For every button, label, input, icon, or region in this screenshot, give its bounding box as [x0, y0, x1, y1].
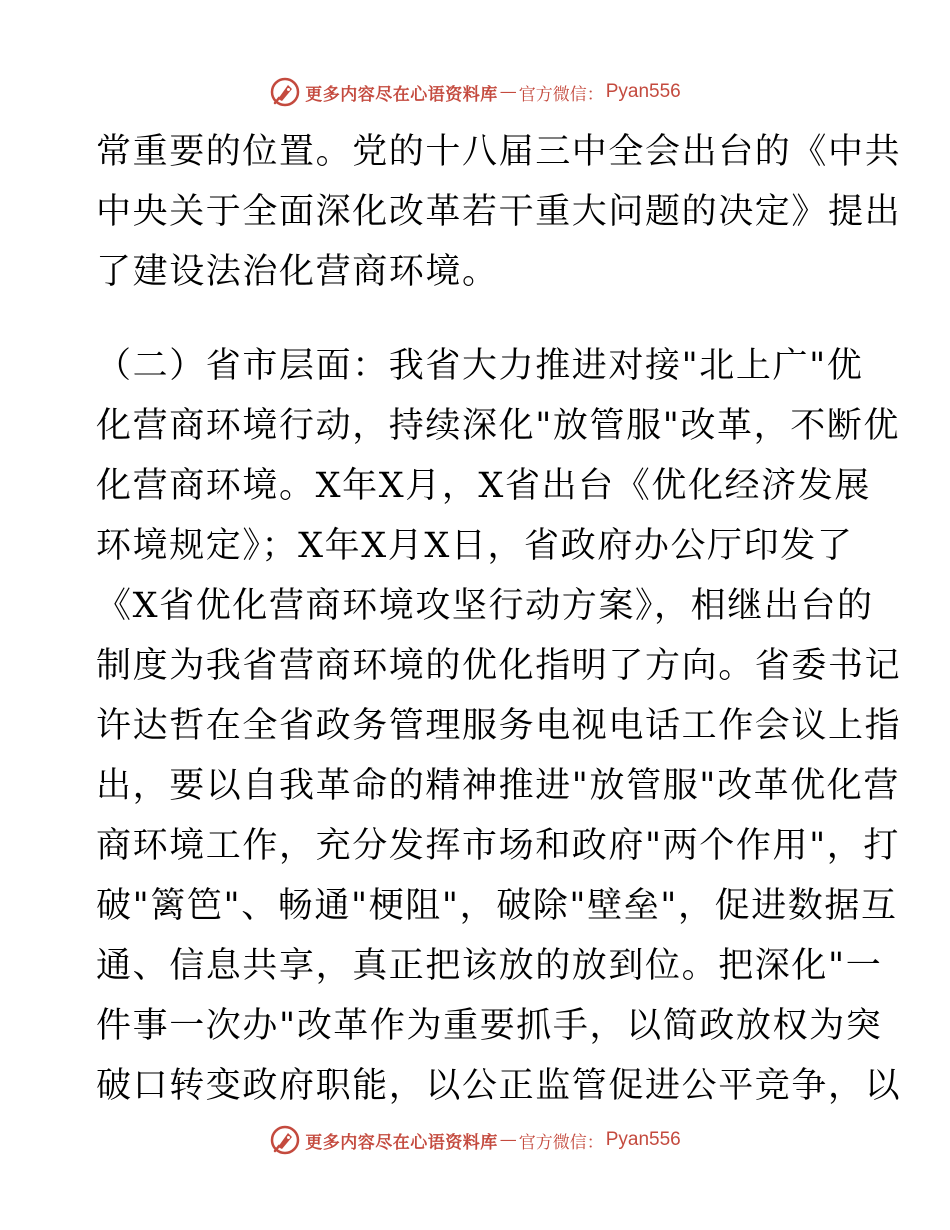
watermark-separator: —: [499, 82, 517, 102]
watermark-wechat-id: Pyan556: [605, 1129, 681, 1150]
text-line: 商环境工作，充分发挥市场和政府"两个作用"，打: [96, 826, 900, 866]
header-watermark-banner: [0, 72, 950, 112]
watermark-separator: —: [499, 1130, 517, 1150]
text-line: 《X省优化营商环境攻坚行动方案》，相继出台的: [96, 586, 874, 626]
footer-watermark-banner: [0, 1120, 950, 1160]
text-line: 件事一次办"改革作为重要抓手，以简政放权为突: [96, 1006, 883, 1046]
section-heading-line: （二）省市层面：我省大力推进对接"北上广"优: [96, 346, 864, 386]
text-line: 化营商环境。X年X月，X省出台《优化经济发展: [96, 466, 871, 506]
text-line: 制度为我省营商环境的优化指明了方向。省委书记: [96, 646, 902, 686]
text-line: 化营商环境行动，持续深化"放管服"改革，不断优: [96, 406, 900, 446]
watermark-sub-text: 官方微信：: [518, 84, 604, 105]
text-line: 中央关于全面深化改革若干重大问题的决定》提出: [96, 192, 902, 232]
text-line: 破"篱笆"、畅通"梗阻"，破除"壁垒"，促进数据互: [96, 886, 898, 926]
watermark-sub-text: 官方微信：: [518, 1132, 604, 1153]
watermark-main-text: 更多内容尽在心语资料库: [305, 84, 498, 105]
text-line: 出，要以自我革命的精神推进"放管服"改革优化营: [96, 766, 900, 806]
text-line: 常重要的位置。党的十八届三中全会出台的《中共: [96, 132, 902, 172]
text-line: 环境规定》；X年X月X日，省政府办公厅印发了: [96, 526, 854, 566]
pen-nib-logo-icon: [269, 76, 301, 108]
watermark-wechat-id: Pyan556: [605, 81, 681, 102]
text-line: 了建设法治化营商环境。: [96, 252, 499, 292]
text-line: 许达哲在全省政务管理服务电视电话工作会议上指: [96, 706, 902, 746]
pen-nib-logo-icon: [269, 1124, 301, 1156]
document-body: [96, 122, 902, 1116]
watermark-main-text: 更多内容尽在心语资料库: [305, 1132, 498, 1153]
text-line: 通、信息共享，真正把该放的放到位。把深化"一: [96, 946, 883, 986]
text-line: 破口转变政府职能，以公正监管促进公平竞争，以: [96, 1066, 902, 1106]
